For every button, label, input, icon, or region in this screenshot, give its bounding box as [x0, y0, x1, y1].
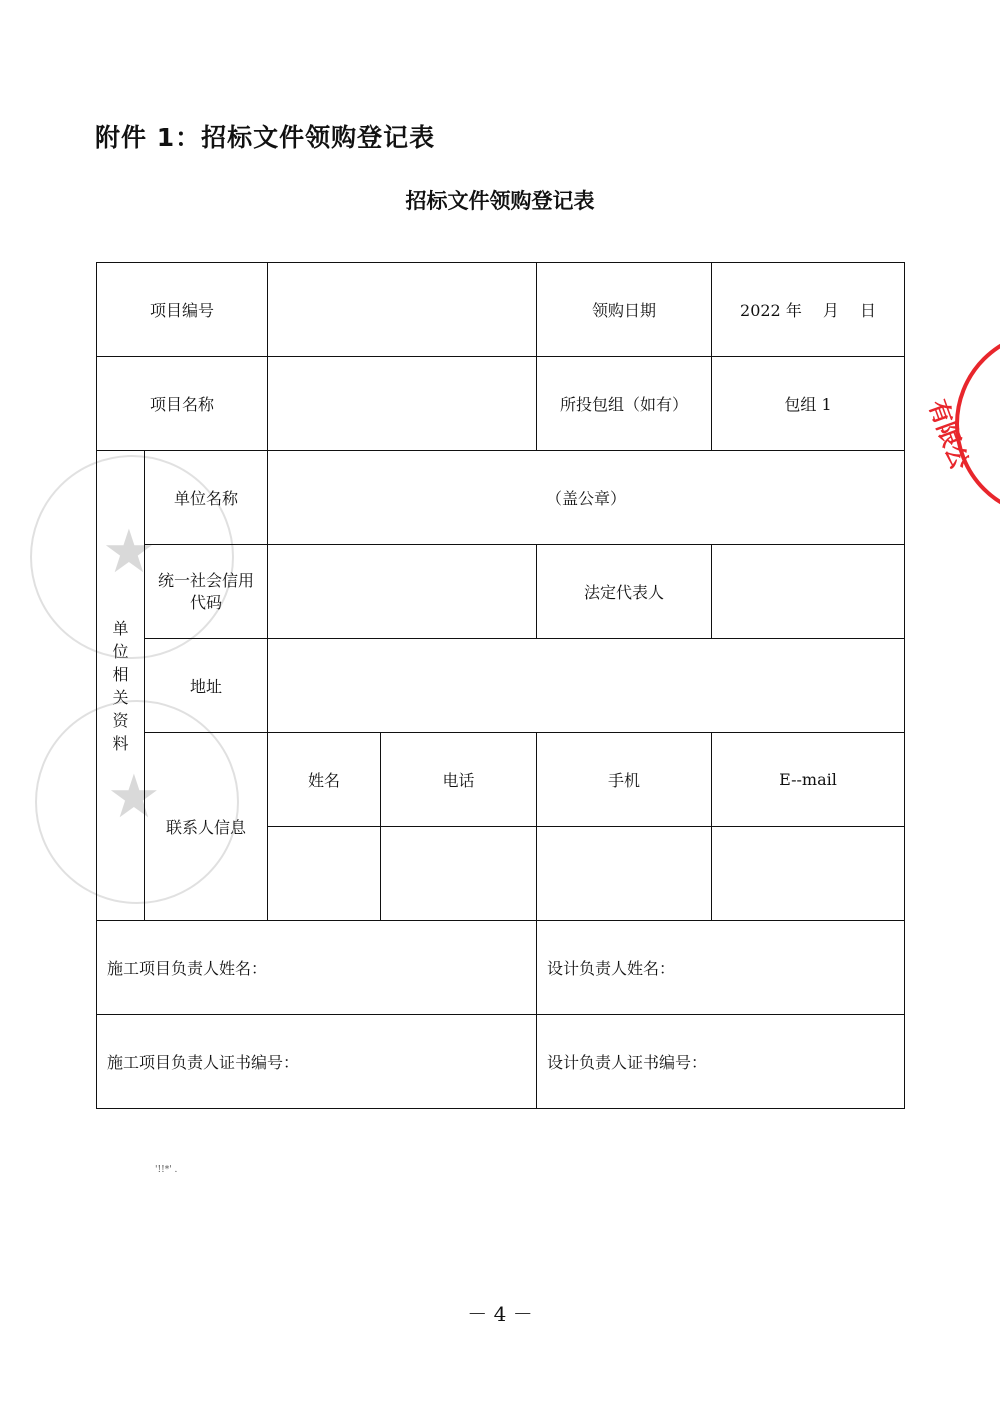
unit-section-char: 位: [112, 641, 129, 661]
address-label: 地址: [145, 639, 268, 733]
company-seal-stamp: [923, 330, 1000, 518]
contact-header-phone: 电话: [381, 733, 537, 827]
credit-code-label-line2: 代码: [190, 592, 223, 612]
contact-label: 联系人信息: [145, 733, 268, 921]
table-row: [97, 451, 905, 545]
contact-phone-field[interactable]: [381, 827, 537, 921]
unit-section-char: 关: [112, 687, 129, 707]
design-manager-cert-field[interactable]: 设计负责人证书编号：: [537, 1015, 905, 1109]
contact-header-email: E--mail: [712, 733, 905, 827]
construction-manager-name-field[interactable]: 施工项目负责人姓名：: [97, 921, 537, 1015]
project-no-label: 项目编号: [97, 263, 268, 357]
unit-section-char: 单: [112, 618, 129, 638]
table-row: [97, 263, 905, 357]
address-field[interactable]: [268, 639, 905, 733]
contact-name-field[interactable]: [268, 827, 381, 921]
legal-rep-label: 法定代表人: [537, 545, 712, 639]
seal-star-icon: ★: [102, 517, 156, 587]
purchase-date-field[interactable]: 2022 年 月 日: [712, 263, 905, 357]
purchase-date-label: 领购日期: [537, 263, 712, 357]
attachment-title: 附件 1：招标文件领购登记表: [95, 123, 436, 152]
registration-table: [96, 262, 905, 1109]
table-row: [97, 357, 905, 451]
package-label: 所投包组（如有）: [537, 357, 712, 451]
table-row: [97, 639, 905, 733]
unit-section-char: 料: [112, 733, 129, 753]
unit-section-char: 相: [112, 664, 129, 684]
design-manager-name-field[interactable]: 设计负责人姓名：: [537, 921, 905, 1015]
unit-section-label: [97, 451, 145, 921]
form-title: 招标文件领购登记表: [405, 189, 595, 213]
unit-name-label: 单位名称: [145, 451, 268, 545]
contact-mobile-field[interactable]: [537, 827, 712, 921]
construction-manager-cert-field[interactable]: 施工项目负责人证书编号：: [97, 1015, 537, 1109]
project-no-field[interactable]: [268, 263, 537, 357]
table-row: [97, 545, 905, 639]
seal-star-icon: ★: [107, 762, 161, 832]
table-row: [97, 733, 905, 827]
credit-code-field[interactable]: [268, 545, 537, 639]
scan-mark: '!!*' .: [155, 1165, 178, 1175]
package-field[interactable]: 包组 1: [712, 357, 905, 451]
contact-header-name: 姓名: [268, 733, 381, 827]
contact-header-mobile: 手机: [537, 733, 712, 827]
page-number: － 4 －: [467, 1302, 533, 1326]
table-row: [97, 1015, 905, 1109]
company-seal-text: 有限公: [923, 396, 974, 474]
unit-section-char: 资: [112, 710, 129, 730]
project-name-label: 项目名称: [97, 357, 268, 451]
table-row: [97, 921, 905, 1015]
contact-email-field[interactable]: [712, 827, 905, 921]
legal-rep-field[interactable]: [712, 545, 905, 639]
credit-code-label-line1: 统一社会信用: [158, 570, 255, 590]
credit-code-label: [145, 545, 268, 639]
unit-name-field[interactable]: （盖公章）: [268, 451, 905, 545]
project-name-field[interactable]: [268, 357, 537, 451]
